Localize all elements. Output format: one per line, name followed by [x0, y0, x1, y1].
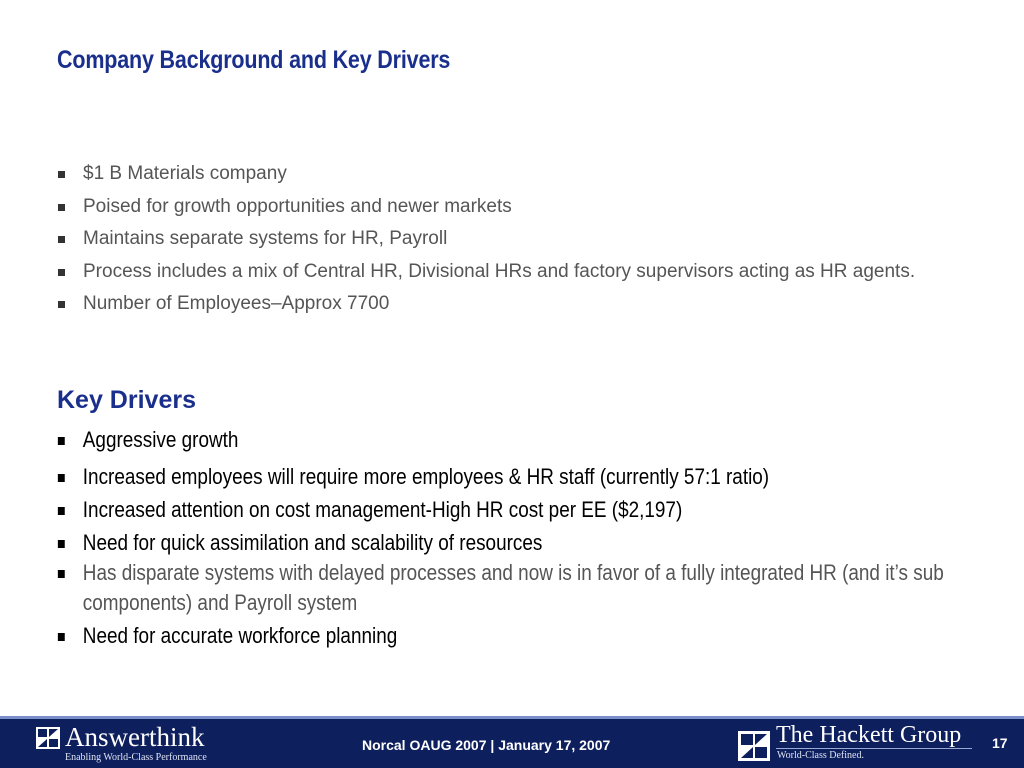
- hackett-logo-icon: [738, 731, 770, 761]
- bullet-text: $1 B Materials company: [83, 163, 287, 184]
- list-item: [57, 528, 960, 558]
- bullet-text: Has disparate systems with delayed processes and now is in favor of a fully integrated HR (and it’s sub components) and Payroll system: [82, 560, 944, 615]
- square-bullet-icon: [58, 540, 65, 548]
- list-item: [57, 558, 960, 618]
- square-bullet-icon: [58, 437, 65, 445]
- list-item: [57, 621, 960, 651]
- square-bullet-icon: [58, 570, 65, 578]
- square-bullet-icon: [58, 269, 65, 276]
- square-bullet-icon: [58, 507, 65, 515]
- hackett-tagline: World-Class Defined.: [777, 750, 864, 761]
- square-bullet-icon: [58, 474, 65, 482]
- list-item: [57, 495, 960, 525]
- list-item: [57, 225, 987, 252]
- answerthink-logo-icon: [36, 727, 60, 749]
- bullet-text: Poised for growth opportunities and newer markets: [83, 195, 512, 217]
- list-item: [57, 425, 960, 455]
- page-number: 17: [992, 735, 1008, 751]
- background-bullet-list: [57, 160, 987, 323]
- bullet-text: Number of Employees–Approx 7700: [83, 293, 390, 314]
- key-drivers-heading: Key Drivers: [57, 386, 196, 414]
- bullet-text: Aggressive growth: [82, 427, 239, 452]
- square-bullet-icon: [58, 171, 65, 178]
- answerthink-tagline: Enabling World-Class Performance: [65, 752, 207, 763]
- bullet-text: Need for accurate workforce planning: [82, 623, 398, 648]
- square-bullet-icon: [58, 236, 65, 243]
- hackett-logo-text: The Hackett Group: [776, 722, 962, 748]
- bullet-text: Maintains separate systems for HR, Payroll: [83, 228, 448, 249]
- list-item: [57, 258, 987, 285]
- key-drivers-list: [57, 425, 960, 651]
- list-item: [57, 160, 987, 187]
- hackett-logo-rule: [776, 748, 972, 749]
- square-bullet-icon: [58, 301, 65, 308]
- list-item: [57, 290, 987, 317]
- bullet-text: Need for quick assimilation and scalability of resources: [82, 530, 543, 555]
- square-bullet-icon: [58, 633, 65, 641]
- key-drivers-section: [57, 425, 960, 651]
- list-item: [57, 193, 987, 220]
- bullet-text: Increased attention on cost management-High HR cost per EE ($2,197): [82, 497, 683, 522]
- list-item: [57, 462, 960, 492]
- slide-title: Company Background and Key Drivers: [57, 46, 451, 74]
- footer-event-date: Norcal OAUG 2007 | January 17, 2007: [362, 737, 611, 753]
- bullet-text: Process includes a mix of Central HR, Divisional HRs and factory supervisors acting as HR agents.: [83, 260, 916, 282]
- bullet-text: Increased employees will require more employees & HR staff (currently 57:1 ratio): [82, 464, 770, 489]
- square-bullet-icon: [58, 204, 65, 211]
- answerthink-logo-text: Answerthink: [65, 722, 205, 752]
